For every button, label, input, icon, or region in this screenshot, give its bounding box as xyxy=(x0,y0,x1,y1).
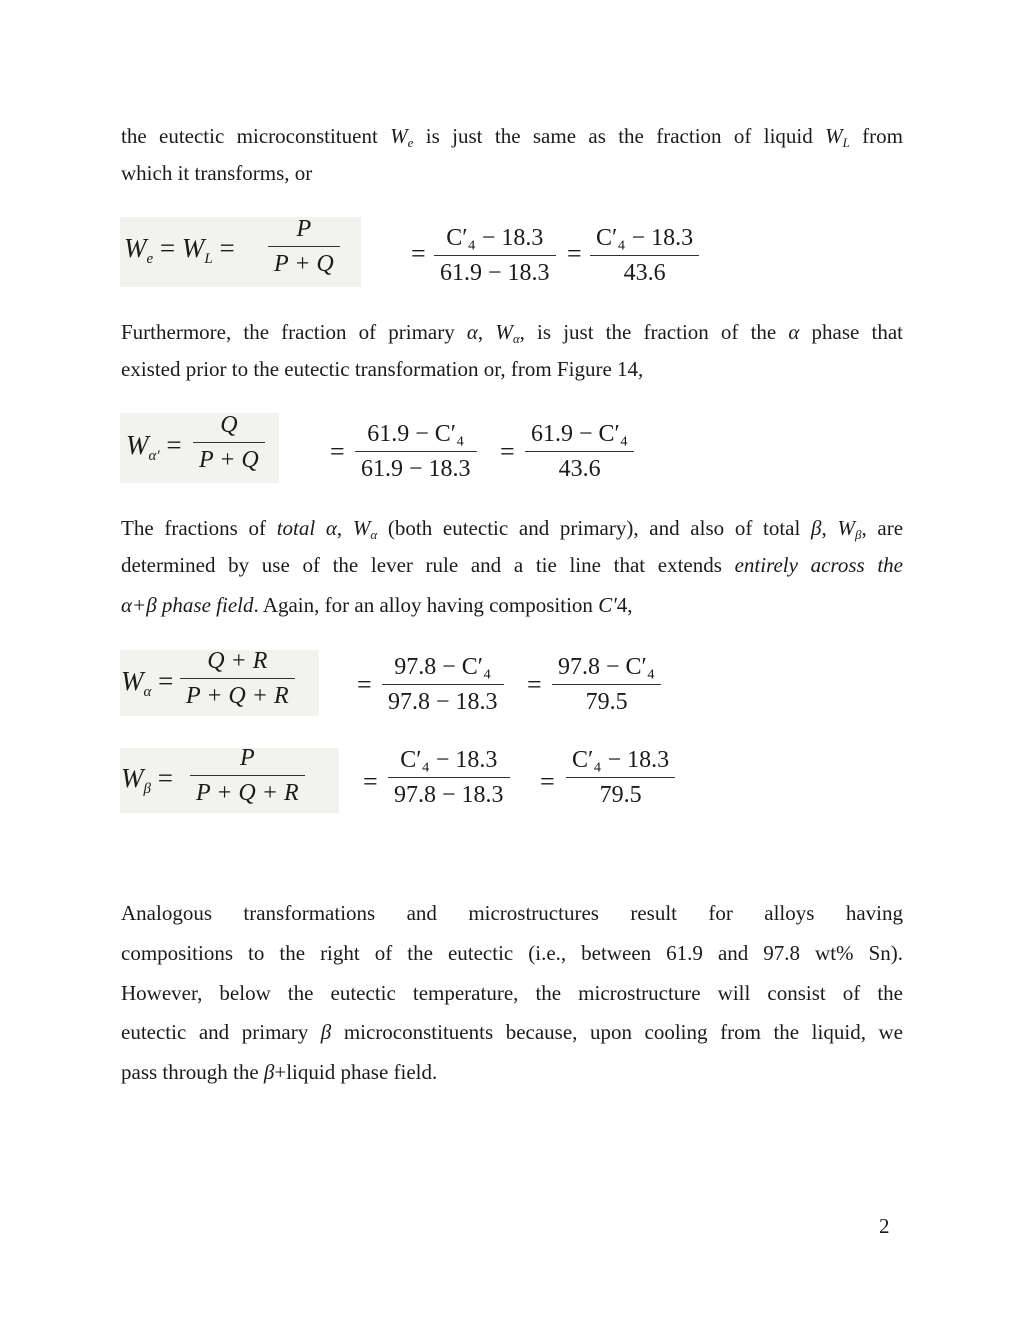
equation-1-fraction-1 xyxy=(268,216,340,277)
numerator: Q + R xyxy=(207,648,268,674)
text: , xyxy=(477,320,496,344)
equals-sign: = xyxy=(411,239,426,268)
total-alpha-text: total α xyxy=(276,516,337,540)
w-symbol: W xyxy=(825,124,843,148)
alpha-symbol: α xyxy=(466,320,478,344)
italic-text: entirely across the xyxy=(734,553,903,577)
denominator: P + Q + R xyxy=(196,780,299,807)
paragraph-4-line-4 xyxy=(121,1014,903,1051)
text: from xyxy=(849,124,904,148)
text: determined by use of the lever rule and a tie line that extends xyxy=(121,553,735,577)
subscript: e xyxy=(146,251,154,267)
equals: = xyxy=(153,233,182,263)
denominator: P + Q xyxy=(274,251,334,278)
equation-3-fraction-1 xyxy=(180,648,295,709)
denominator: P + Q xyxy=(199,447,259,474)
fraction-bar xyxy=(180,678,295,679)
denominator: 43.6 xyxy=(558,456,601,483)
equation-4-fraction-1 xyxy=(190,745,305,806)
equals-sign: = xyxy=(567,239,582,268)
subscript: e xyxy=(407,135,414,150)
equation-1-fraction-2 xyxy=(434,225,556,286)
fraction-bar xyxy=(190,775,305,776)
subscript: L xyxy=(204,251,213,267)
equation-2-fraction-3 xyxy=(525,421,634,482)
numerator: C′₄ − 18.3 xyxy=(572,747,670,773)
page-number: 2 xyxy=(879,1214,890,1238)
w-symbol: W xyxy=(495,320,513,344)
subscript: L xyxy=(842,135,850,150)
denominator: 79.5 xyxy=(585,689,628,716)
equation-1-fraction-3 xyxy=(590,225,699,286)
fraction-bar xyxy=(355,451,477,452)
fraction-bar xyxy=(552,684,661,685)
fraction-bar xyxy=(388,777,510,778)
text: pass through the xyxy=(121,1060,264,1084)
numerator: 61.9 − C′₄ xyxy=(531,421,629,447)
w-symbol: W xyxy=(352,516,371,540)
fraction-bar xyxy=(566,777,675,778)
w-symbol: W xyxy=(121,666,144,696)
equation-1-lhs xyxy=(124,233,235,268)
equation-2-lhs xyxy=(126,430,182,465)
equation-3-fraction-3 xyxy=(552,654,661,715)
text: +liquid phase field. xyxy=(274,1060,438,1084)
fraction-bar xyxy=(268,246,340,247)
fraction-bar xyxy=(382,684,504,685)
text: existed prior to the eutectic transformation or, from Figure 14, xyxy=(121,357,644,381)
fraction-bar xyxy=(193,442,265,443)
equals-sign: = xyxy=(363,767,378,796)
numerator: C′₄ − 18.3 xyxy=(400,747,498,773)
text: . Again, for an alloy having composition xyxy=(253,593,599,617)
numerator: 97.8 − C′₄ xyxy=(558,654,656,680)
text: , are xyxy=(861,516,904,540)
beta-symbol: β xyxy=(811,516,822,540)
equals: = xyxy=(151,666,174,696)
beta-symbol: β xyxy=(320,1020,332,1044)
subscript: α xyxy=(370,527,378,542)
numerator: Q xyxy=(220,412,238,438)
subscript: α xyxy=(512,331,520,346)
text: (both eutectic and primary), and also of total xyxy=(377,516,812,540)
text: The fractions of xyxy=(121,516,277,540)
equals-sign: = xyxy=(500,437,515,466)
text: , xyxy=(821,516,838,540)
paragraph-4-line-3 xyxy=(121,975,903,1012)
c-prime-symbol: C′ xyxy=(598,593,617,617)
text: , is just the fraction of the xyxy=(519,320,789,344)
equation-4-lhs xyxy=(121,763,173,798)
denominator: 97.8 − 18.3 xyxy=(394,782,504,809)
text: the eutectic microconstituent xyxy=(121,124,391,148)
w-symbol: W xyxy=(124,233,147,263)
numerator: C′₄ − 18.3 xyxy=(446,225,544,251)
equation-2-fraction-1 xyxy=(193,412,265,473)
denominator: 43.6 xyxy=(623,260,666,287)
text: microconstituents because, upon cooling from the liquid, we xyxy=(331,1020,903,1044)
numerator: P xyxy=(296,216,312,242)
subscript: β xyxy=(854,527,862,542)
text: is just the same as the fraction of liquid xyxy=(413,124,826,148)
paragraph-1-line-2 xyxy=(121,155,903,192)
numerator: P xyxy=(239,745,255,771)
numerator: C′₄ − 18.3 xyxy=(596,225,694,251)
w-symbol: W xyxy=(121,763,144,793)
equation-3-fraction-2 xyxy=(382,654,504,715)
paragraph-4-line-5 xyxy=(121,1054,903,1091)
equation-4-fraction-2 xyxy=(388,747,510,808)
equals: = xyxy=(159,430,182,460)
denominator: 61.9 − 18.3 xyxy=(361,456,471,483)
w-symbol: W xyxy=(126,430,149,460)
subscript: β xyxy=(143,781,151,797)
equals: = xyxy=(150,763,173,793)
equals-sign: = xyxy=(357,670,372,699)
fraction-bar xyxy=(590,255,699,256)
paragraph-3-line-2 xyxy=(121,547,903,584)
w-symbol: W xyxy=(390,124,408,148)
text: Analogous transformations and microstructures result for alloys having xyxy=(121,901,903,925)
w-symbol: W xyxy=(181,233,205,263)
paragraph-3-line-3 xyxy=(121,587,903,624)
fraction-bar xyxy=(434,255,556,256)
text: , xyxy=(336,516,353,540)
paragraph-4-line-2 xyxy=(121,935,903,972)
denominator: P + Q + R xyxy=(186,683,289,710)
subscript: α xyxy=(143,684,152,700)
equation-3-lhs xyxy=(121,666,173,701)
denominator: 79.5 xyxy=(599,782,642,809)
paragraph-2-line-2 xyxy=(121,351,903,388)
italic-text: α+β phase field xyxy=(121,593,254,617)
paragraph-4-line-1 xyxy=(121,895,903,932)
equation-4-fraction-3 xyxy=(566,747,675,808)
text: phase that xyxy=(799,320,904,344)
text: eutectic and primary xyxy=(121,1020,321,1044)
fraction-bar xyxy=(525,451,634,452)
text: Furthermore, the fraction of primary xyxy=(121,320,467,344)
equals-sign: = xyxy=(527,670,542,699)
denominator: 61.9 − 18.3 xyxy=(440,260,550,287)
text: compositions to the right of the eutectic (i.e., between 61.9 and 97.8 wt% Sn). xyxy=(121,941,903,965)
equals-sign: = xyxy=(540,767,555,796)
equals-sign: = xyxy=(330,437,345,466)
numerator: 61.9 − C′₄ xyxy=(367,421,465,447)
equals: = xyxy=(212,233,235,263)
text: which it transforms, or xyxy=(121,161,313,185)
beta-symbol: β xyxy=(263,1060,275,1084)
subscript: α′ xyxy=(148,448,160,464)
numerator: 97.8 − C′₄ xyxy=(394,654,492,680)
alpha-symbol: α xyxy=(788,320,800,344)
denominator: 97.8 − 18.3 xyxy=(388,689,498,716)
equation-2-fraction-2 xyxy=(355,421,477,482)
text: 4, xyxy=(616,593,633,617)
text: However, below the eutectic temperature, the microstructure will consist of the xyxy=(121,981,903,1005)
w-symbol: W xyxy=(837,516,855,540)
